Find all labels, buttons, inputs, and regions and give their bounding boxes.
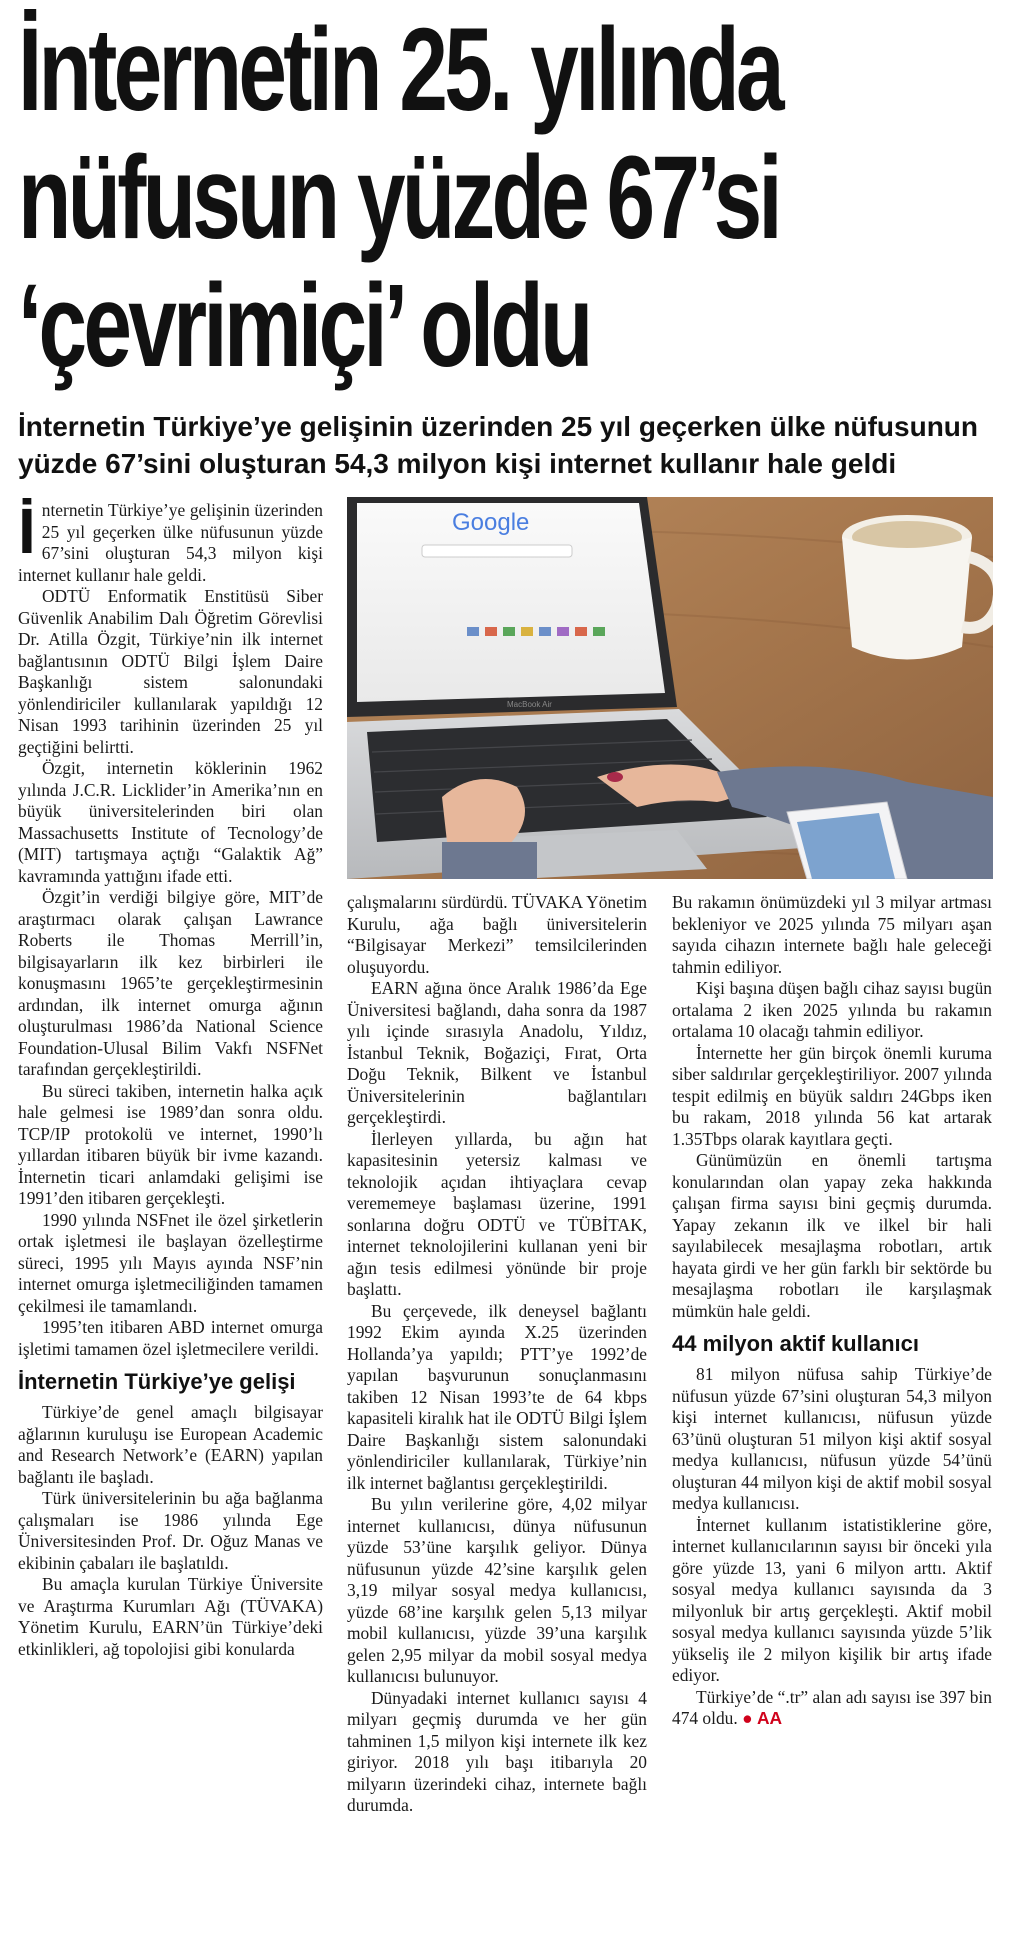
subheadline: İnternetin Türkiye’ye gelişinin üzerinden 25 yıl geçerken ülke nüfusunun yüzde 67’sini oluşturan 54,3 milyon kişi internet kullanır hale geldi <box>18 411 979 479</box>
headline-line-3: ‘çevrimiçi’ oldu <box>18 260 590 392</box>
paragraph: çalışmalarını sürdürdü. TÜVAKA Yönetim Kurulu, ağa bağlı üniversitelerin “Bilgisayar Merkezi” temsilcilerinden oluşuyordu. <box>347 892 647 977</box>
paragraph <box>18 495 323 586</box>
laptop-label: MacBook Air <box>507 700 552 709</box>
section-heading: 44 milyon aktif kullanıcı <box>672 1331 919 1356</box>
paragraph: Bu yılın verilerine göre, 4,02 milyar internet kullanıcısı, dünya nüfusunun yüzde 53’üne karşılık geliyor. Dünya nüfusunun yüzde 42’sine karşılık gelen 3,19 milyar sosyal medya kullanıcısı, yüzde 68’ine karşılık gelen 5,13 milyar mobil kullanıcısı, yüzde 39’una karşılık gelen 2,95 milyar da mobil sosyal medya kullanıcısı bulunuyor. <box>347 1494 647 1686</box>
paragraph: EARN ağına önce Aralık 1986’da Ege Üniversitesi bağlandı, daha sonra da 1987 yılı içinde sırasıyla Anadolu, Yıldız, İstanbul Teknik, Boğaziçi, Fırat, Orta Doğu Teknik, Bilkent ve İstanbul Üniversitelerinin bağlantıları gerçekleştirdi. <box>347 978 647 1127</box>
article-column-3 <box>672 892 992 1730</box>
paragraph: Özgit, internetin köklerinin 1962 yılında J.C.R. Licklider’in Amerika’nın en büyük üniversitelerinden biri olan Massachusetts Institute of Tecnology’de (MIT) tartışmaya açtığı “Galaktik Ağ” kavramında yattığını ifade etti. <box>18 758 323 886</box>
paragraph: 1995’ten itibaren ABD internet omurga işletimi tamamen özel işletmecilere verildi. <box>18 1317 323 1359</box>
google-logo: Google <box>452 509 530 536</box>
paragraph: Bu rakamın önümüzdeki yıl 3 milyar artması bekleniyor ve 2025 yılında 75 milyarı aşan sayıda cihazın internete bağlı hale geleceği tahmin ediliyor. <box>672 892 992 977</box>
paragraph: Bu amaçla kurulan Türkiye Üniversite ve Araştırma Kurumları Ağı (TÜVAKA) Yönetim Kurulu, EARN’ün Türkiye’deki etkinlikleri, ağ topolojisi gibi konularda <box>18 1574 323 1659</box>
paragraph <box>672 1687 992 1730</box>
paragraph: İnternette her gün birçok önemli kuruma siber saldırılar gerçekleştiriliyor. 2007 yılında tespit edilmiş en büyük saldırı 24Gbps iken bu rakam, 2018 yılında 56 kat artarak 1.35Tbps olarak kayıtlara geçti. <box>672 1042 992 1149</box>
paragraph: Bu süreci takiben, internetin halka açık hale gelmesi ise 1989’dan sonra oldu. TCP/IP protokolü ve internet, 1990’lı yıllardan itibaren büyük bir ivme kazandı. İnternetin ticari anlamdaki gelişimi ise 1991’den itibaren gerçekleşti. <box>18 1080 323 1208</box>
paragraph: İnternet kullanım istatistiklerine göre, internet kullanıcılarının sayısı bir önceki yıla göre yüzde 13, yani 6 milyon arttı. Aktif sosyal medya kullanıcı sayısında da 3 milyonluk bir artış gerçekleşti. Aktif mobil sosyal medya kullanıcı sayısında yüzde 5’lik yükseliş ile 2 milyon kişilik bir artış ifade ediyor. <box>672 1514 992 1685</box>
drop-cap: İ <box>18 495 36 567</box>
paragraph: ODTÜ Enformatik Enstitüsü Siber Güvenlik Anabilim Dalı Öğretim Görevlisi Dr. Atilla Özgit, Türkiye’nin ilk internet bağlantısının ODTÜ Bilgi İşlem Daire Başkanlığı sistem salonundaki yönlendiriciler kullanılarak yapıldığı 12 Nisan 1993 tarihinin üzerinden 25 yıl geçtiğini belirtti. <box>18 586 323 757</box>
paragraph-text: Türkiye’de “.tr” alan adı sayısı ise 397 bin 474 oldu. <box>672 1686 992 1728</box>
paragraph-text: nternetin Türkiye’ye gelişinin üzerinden 25 yıl geçerken ülke nüfusunun yüzde 67’sini oluşturan 54,3 milyon kişi internet kullanır hale geldi. <box>18 500 323 585</box>
paragraph: 1990 yılında NSFnet ile özel şirketlerin ortak işletmesi ile başlayan özelleştirme süreci, 1995 yılı Mayıs ayında NSF’nin internet omurga işletmeciliğinden tamamen çekilmesi ile tamamlandı. <box>18 1209 323 1316</box>
paragraph: Günümüzün en önemli tartışma konularından olan yapay zeka hakkında çalışan firma sayısı bini geçmiş durumda. Yapay zekanın ilk ve ilkel bir hali sayılabilecek mesajlaşma robotları, artık hayata girdi ve her gün farklı bir sektörde bu mesajlaşma robotları ile karşılaşmak mümkün hale geldi. <box>672 1150 992 1321</box>
headline <box>18 4 781 392</box>
paragraph: Bu çerçevede, ilk deneysel bağlantı 1992 Ekim ayında X.25 üzerinden Hollanda’ya yapıldı; PTT’ye 1992’de yapılan başvurunun sonuçlanmasını takiben 12 Nisan 1993’te de 64 kbps kapasiteli kiralık hat ile ODTÜ Bilgi İşlem Daire Başkanlığı sistem salonundaki yönlendiriciler kullanılarak, Türkiye’nin ilk internet bağlantısı gerçekleştirildi. <box>347 1300 647 1493</box>
section-heading: İnternetin Türkiye’ye gelişi <box>18 1369 296 1394</box>
paragraph: İlerleyen yıllarda, bu ağın hat kapasitesinin yetersiz kalması ve teknolojik açıdan ihtiyaçlara cevap verememeye başlaması üzerine, 1991 sonlarına doğru ODTÜ ve TÜBİTAK, internet teknolojilerini kullanan yeni bir ağın tesis edilmesi yönünde bir proje başlattı. <box>347 1128 647 1299</box>
source-credit: AA <box>756 1708 783 1728</box>
article-column-2 <box>347 892 647 1817</box>
headline-line-1: İnternetin 25. yılında <box>18 4 781 136</box>
paragraph: 81 milyon nüfusa sahip Türkiye’de nüfusun yüzde 67’sini oluşturan 54,3 milyon kişi internet kullanıcısı, nüfusun yüzde 63’ünü oluşturan 51 milyon kişi aktif sosyal medya kullanıcısı, nüfusun yüzde 54’ünü oluşturan 44 milyon kişi de aktif mobil sosyal medya kullanıcısı. <box>672 1364 992 1513</box>
paragraph: Kişi başına düşen bağlı cihaz sayısı bugün ortalama 2 iken 2025 yılında bu rakamın ortalama 10 olacağı tahmin ediliyor. <box>672 978 992 1041</box>
paragraph: Dünyadaki internet kullanıcı sayısı 4 milyarı geçmiş durumda ve her gün tahminen 1,5 milyon kişi internete ilk kez giriyor. 2018 yılı başı itibarıyla 20 milyarın üzerindeki cihaz, internete bağlı durumda. <box>347 1687 647 1815</box>
headline-line-2: nüfusun yüzde 67’si <box>18 132 779 264</box>
article-column-1 <box>18 495 323 1660</box>
paragraph: Türk üniversitelerinin bu ağa bağlanma çalışmaları ise 1986 yılında Ege Üniversitesinden Prof. Dr. Oğuz Manas ve ekibinin çabaları ile başlatıldı. <box>18 1488 323 1573</box>
source-dot-icon: ● <box>742 1708 753 1728</box>
paragraph: Özgit’in verdiği bilgiye göre, MIT’de araştırmacı olarak çalışan Lawrance Roberts ile Thomas Merrill’in, bilgisayarların ilk kez birbirleri ile konuşmasını 1965’te gerçekleştirmesinin ardından, ilk internet omurga ağının oluşturulması 1986’da National Science Foundation-Ulusal Bilim Vakfı NSFNet tarafından gerçekleştirildi. <box>18 887 323 1079</box>
paragraph: Türkiye’de genel amaçlı bilgisayar ağlarının kuruluşu ise European Academic and Research Network’e (EARN) yapılan bağlantı ile başladı. <box>18 1402 323 1487</box>
article-photo <box>347 497 993 879</box>
